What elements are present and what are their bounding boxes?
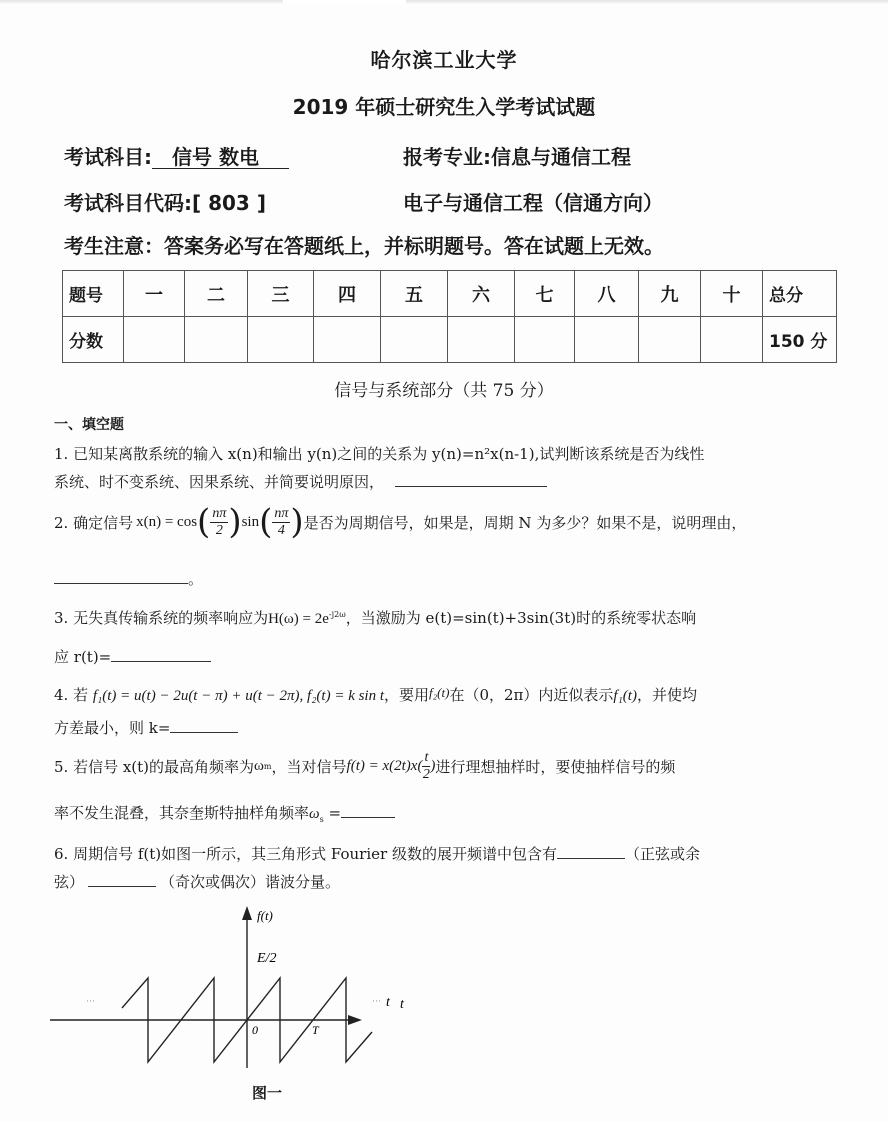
code-value: [ 803 ] xyxy=(192,191,266,215)
ellipsis-right: ··· xyxy=(372,996,381,1006)
x-axis-label: t xyxy=(386,995,390,1010)
q5-formula: f(t) = x(2t)x( xyxy=(346,758,423,774)
col-5: 五 xyxy=(381,271,448,317)
col-1: 一 xyxy=(124,271,185,317)
question-1-line-1: 1. 已知某离散系统的输入 x(n)和输出 y(n)之间的关系为 y(n)=n²x(n-1),试判断该系统是否为线性 xyxy=(54,445,705,463)
question-6-line-1: 6. 周期信号 f(t)如图一所示，其三角形式 Fourier 级数的展开频谱中包含有 （正弦或余 xyxy=(54,845,700,863)
figure-caption: 图一 xyxy=(252,1084,283,1102)
code-label: 考试科目代码: xyxy=(64,191,192,215)
score-cell-3 xyxy=(248,317,314,363)
question-1-line-2 xyxy=(54,471,547,492)
question-4-line-2: 方差最小，则 k= xyxy=(54,717,238,738)
university-title: 哈尔滨工业大学 xyxy=(370,48,518,72)
major-row xyxy=(403,141,631,170)
major-value-2: 电子与通信工程（信通方向） xyxy=(403,191,663,215)
question-number-row xyxy=(63,271,837,317)
scan-top-edge xyxy=(0,0,888,4)
amplitude-label: E/2 xyxy=(257,951,277,966)
score-cell-10 xyxy=(701,317,763,363)
q4-formula: f₁(t) = u(t) − 2u(t − π) + u(t − 2π), f₂(t) = k sin t xyxy=(92,688,385,704)
major-row-2 xyxy=(403,187,663,216)
exam-title: 2019 年硕士研究生入学考试试题 xyxy=(292,95,596,119)
origin-label: 0 xyxy=(252,1023,258,1037)
total-value: 150 分 xyxy=(763,317,837,363)
score-cell-9 xyxy=(639,317,701,363)
answer-blank-q1[interactable] xyxy=(395,472,547,487)
y-axis-label: f(t) xyxy=(257,908,273,923)
sawtooth-figure xyxy=(50,900,404,1075)
major-label: 报考专业: xyxy=(403,145,491,169)
col-4: 四 xyxy=(314,271,381,317)
y-axis-arrow-icon xyxy=(242,906,252,920)
score-table xyxy=(62,270,837,363)
col-8: 八 xyxy=(575,271,639,317)
q3-formula: H(ω) = 2e xyxy=(268,611,329,627)
section-title: 信号与系统部分（共 75 分） xyxy=(334,381,554,401)
subject-value: 信号 数电 xyxy=(152,146,289,169)
col-9: 九 xyxy=(639,271,701,317)
question-4-line-1: 4. 若 f₁(t) = u(t) − 2u(t − π) + u(t − 2π), f₂(t) = k sin t，要用f₂(t)在（0，2π）内近似表示f₁(t)，并使均 xyxy=(54,685,697,704)
code-row xyxy=(64,187,266,216)
major-value: 信息与通信工程 xyxy=(491,145,631,169)
q2-fraction-2: $\frac{n\pi}{4}$ xyxy=(274,505,289,538)
paren-open-icon: ( xyxy=(197,502,211,542)
q2-sin: sin xyxy=(241,513,260,530)
answer-blank-q5[interactable] xyxy=(341,803,395,818)
score-row xyxy=(63,317,837,363)
score-cell-8 xyxy=(575,317,639,363)
question-6-line-2: 弦） （奇次或偶次）谐波分量。 xyxy=(54,873,341,891)
score-cell-1 xyxy=(124,317,185,363)
paren-close-icon: ) xyxy=(228,502,242,542)
part-label: 一、填空题 xyxy=(54,417,124,433)
subject-label: 考试科目: xyxy=(64,145,152,169)
question-5-line-2: 率不发生混叠，其奈奎斯特抽样角频率$\omega_s$ = xyxy=(54,802,395,824)
row-header-score: 分数 xyxy=(63,317,124,363)
question-5-line-1: 5. 若信号 x(t)的最高角频率为 ω m ，当对信号 f(t) = x(2t)x( $\frac{t}{2}$ ) 进行理想抽样时，要使抽样信号的频 xyxy=(54,750,676,782)
question-1-text: 系统、时不变系统、因果系统、并简要说明原因， xyxy=(54,473,385,491)
period-label: T xyxy=(312,1023,319,1037)
paren-open-icon: ( xyxy=(259,502,273,542)
score-cell-5 xyxy=(381,317,448,363)
answer-blank-q6-b[interactable] xyxy=(88,872,156,887)
question-3-line-1: 3. 无失真传输系统的频率响应为$H(\omega) = 2e^{-j2\omega}$，当激励为 e(t)=sin(t)+3sin(3t)时的系统零状态响 xyxy=(54,609,697,627)
answer-blank-q3[interactable] xyxy=(111,647,211,662)
q2-fraction-1: $\frac{n\pi}{2}$ xyxy=(212,505,227,538)
question-3-line-2: 应 r(t)= xyxy=(54,646,211,667)
figure-x-label-holder xyxy=(370,990,400,1010)
exam-notice: 考生注意：答案务必写在答题纸上，并标明题号。答在试题上无效。 xyxy=(64,234,664,258)
answer-blank-q6-a[interactable] xyxy=(557,844,625,859)
question-2-answer-line: 。 xyxy=(54,568,203,589)
x-axis-label: t xyxy=(400,997,404,1012)
question-2-prefix: 2. 确定信号 xyxy=(54,513,134,532)
ellipsis-left: ··· xyxy=(86,996,95,1006)
col-6: 六 xyxy=(448,271,515,317)
q5-fraction: $\frac{t}{2}$ xyxy=(422,750,430,782)
total-label: 总分 xyxy=(763,271,837,317)
answer-blank-q4[interactable] xyxy=(170,718,238,733)
col-3: 三 xyxy=(248,271,314,317)
x-axis-arrow-icon xyxy=(348,1015,362,1025)
q2-formula-lhs: x(n) = cos xyxy=(136,513,198,530)
col-10: 十 xyxy=(701,271,763,317)
score-cell-7 xyxy=(515,317,575,363)
score-cell-4 xyxy=(314,317,381,363)
score-cell-2 xyxy=(185,317,248,363)
question-2-suffix: 是否为周期信号，如果是，周期 N 为多少？如果不是，说明理由， xyxy=(303,513,747,532)
subject-row xyxy=(64,141,289,170)
col-7: 七 xyxy=(515,271,575,317)
paren-close-icon: ) xyxy=(290,502,304,542)
answer-blank-q2[interactable] xyxy=(54,569,188,584)
score-cell-6 xyxy=(448,317,515,363)
question-2 xyxy=(54,502,747,542)
row-header-question: 题号 xyxy=(63,271,124,317)
col-2: 二 xyxy=(185,271,248,317)
